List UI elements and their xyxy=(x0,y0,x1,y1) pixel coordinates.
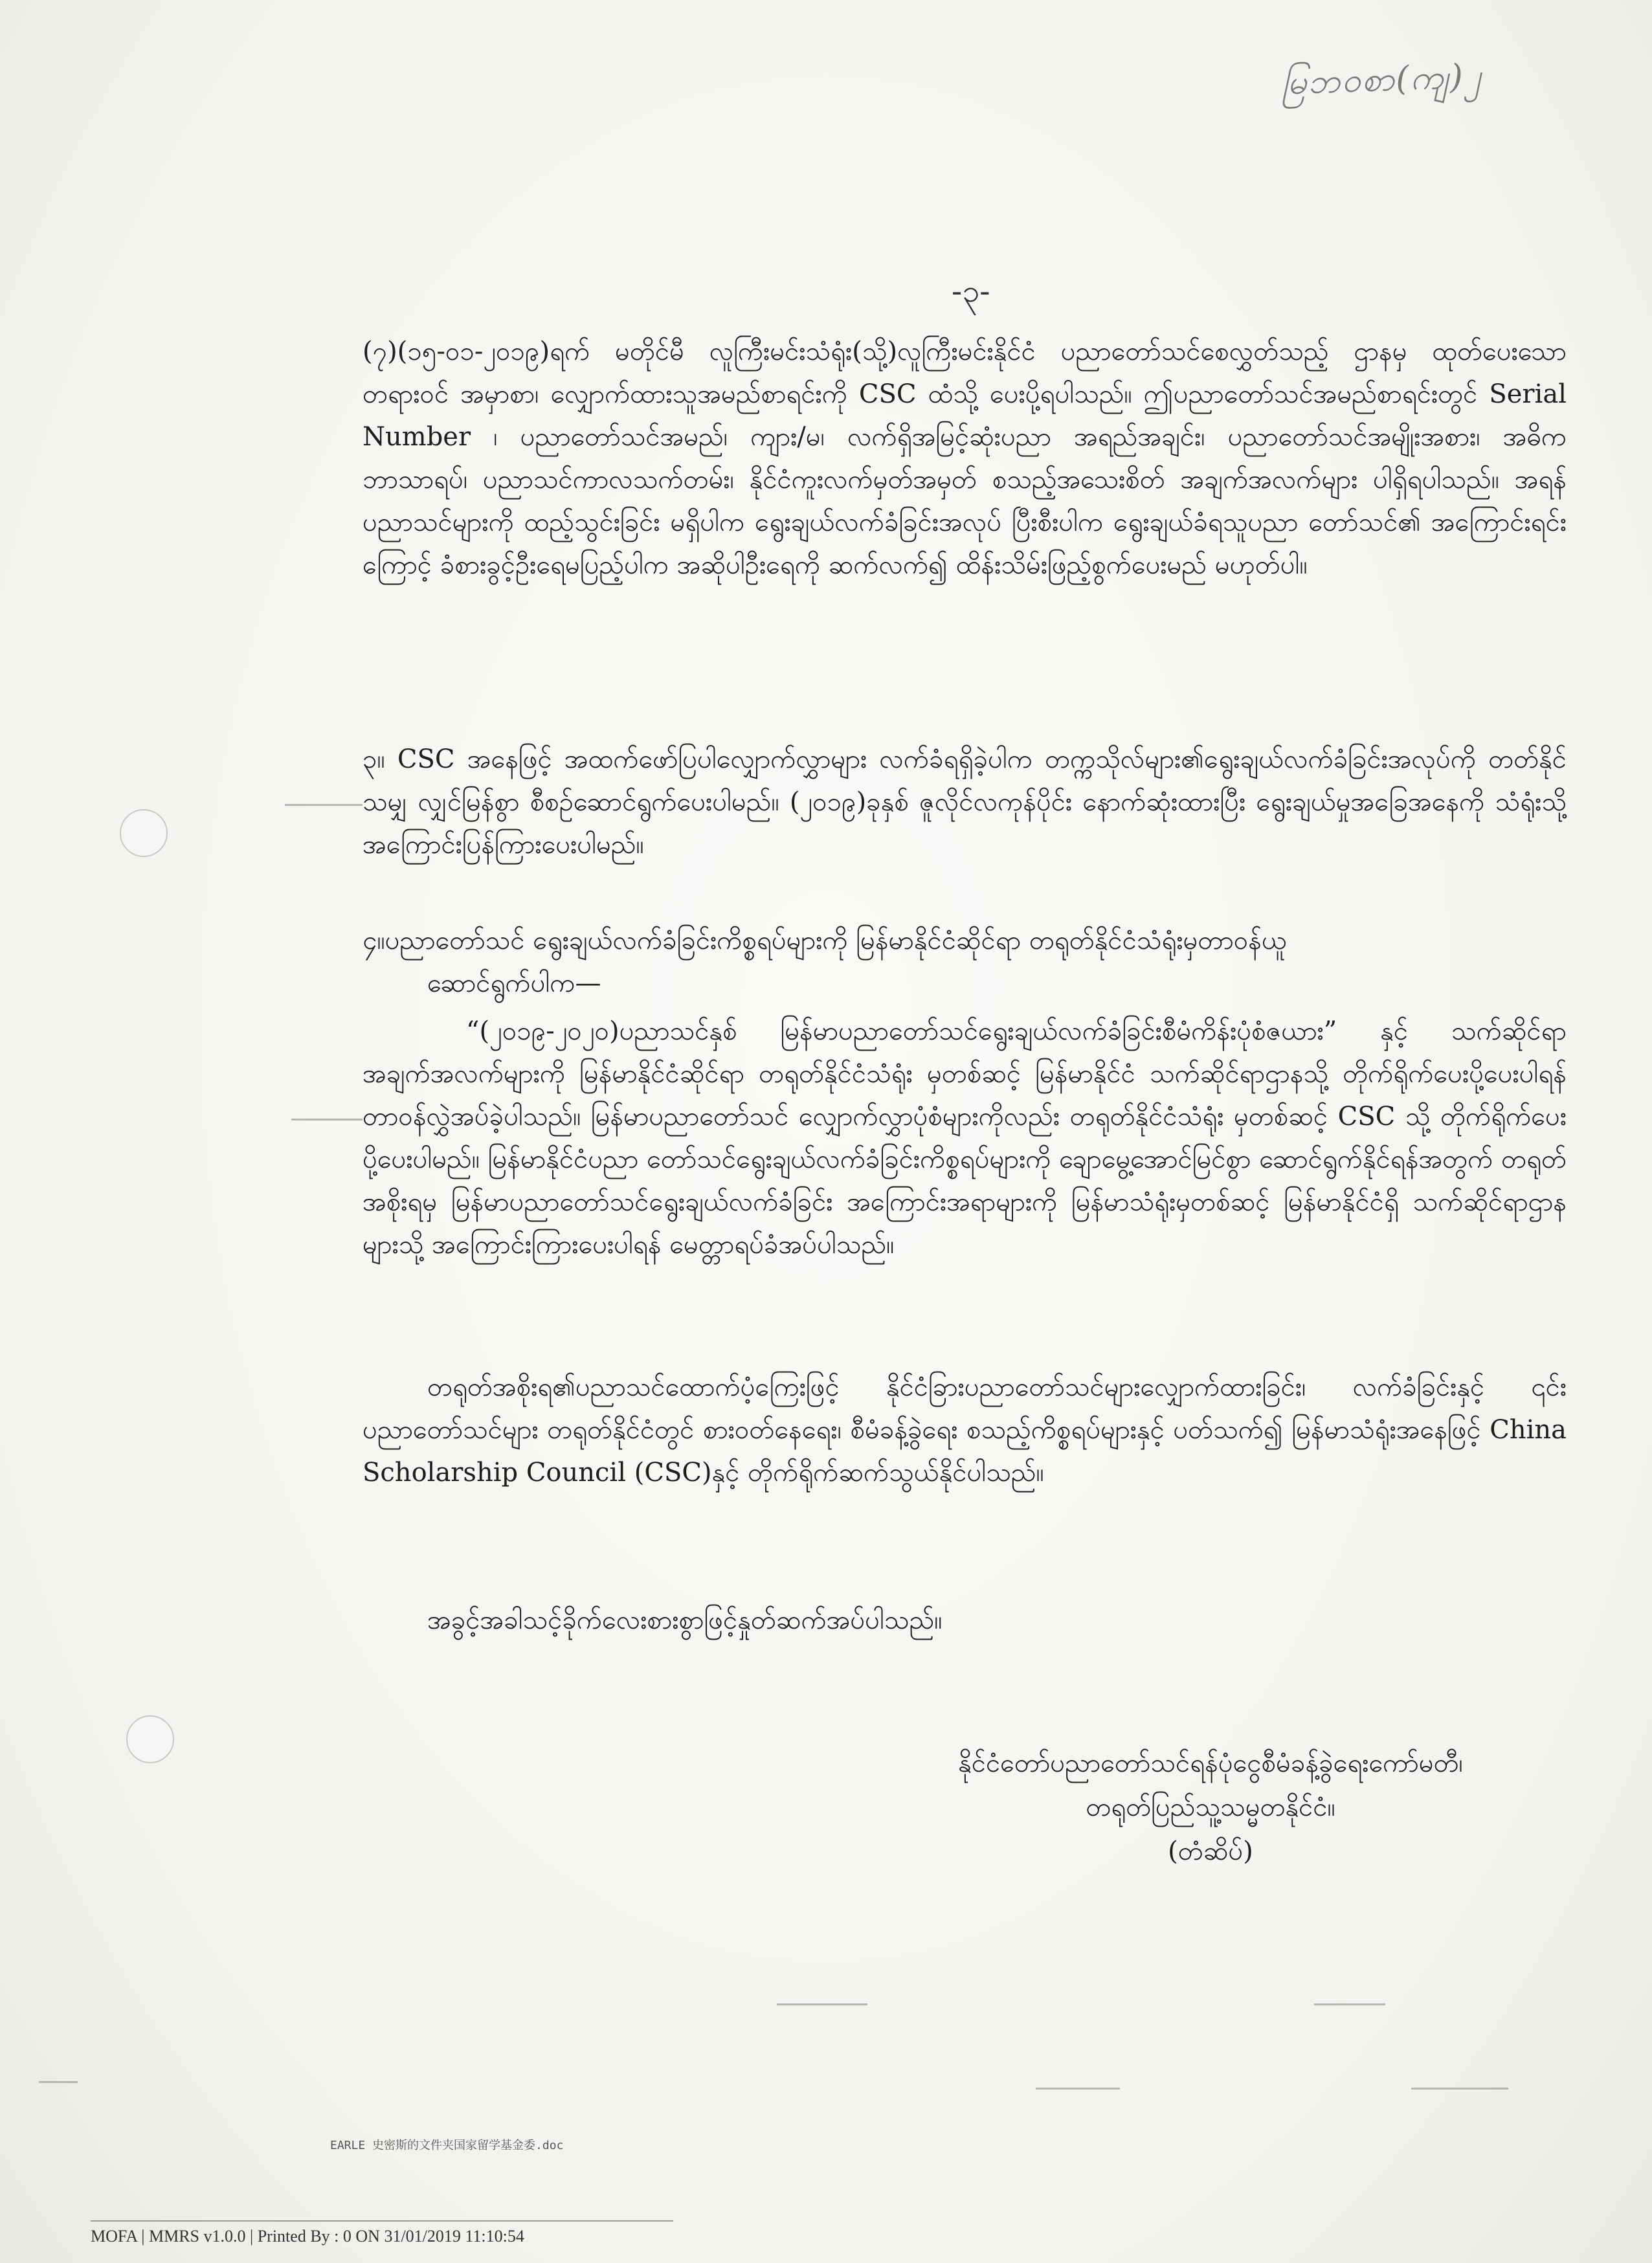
scan-artifact-line xyxy=(777,2003,867,2005)
paragraph-3-continuation: ဆောင်ရွက်ပါက— xyxy=(427,968,601,998)
paragraph-1: (၇)(၁၅-၀၁-၂၀၁၉)ရက် မတိုင်မီ လူကြီးမင်းသံရုံး(သို့)လူကြီးမင်းနိုင်ငံ ပညာတော်သင်စေလွှတ်သည့် ဌာနမှ ထုတ်ပေးသော တရားဝင် အမှာစာ၊ လျှောက်ထားသူအမည်စာရင်းကို CSC ထံသို့ ပေးပို့ရပါသည်။ ဤပညာတော်သင်အမည်စာရင်းတွင် Serial Number ၊ ပညာတော်သင်အမည်၊ ကျား/မ၊ လက်ရှိအမြင့်ဆုံးပညာ အရည်အချင်း၊ ပညာတော်သင်အမျိုးအစား၊ အဓိကဘာသာရပ်၊ ပညာသင်ကာလသက်တမ်း၊ နိုင်ငံကူးလက်မှတ်အမှတ် စသည့်အသေးစိတ် အချက်အလက်များ ပါရှိရပါသည်။ အရန်ပညာသင်များကို ထည့်သွင်းခြင်း မရှိပါက ရွေးချယ်လက်ခံခြင်းအလုပ် ပြီးစီးပါက ရွေးချယ်ခံရသူပညာ တော်သင်၏ အကြောင်းရင်းကြောင့် ခံစားခွင့်ဦးရေမပြည့်ပါက အဆိုပါဦးရေကို ဆက်လက်၍ ထိန်းသိမ်းဖြည့်စွက်ပေးမည် မဟုတ်ပါ။ xyxy=(363,337,1567,580)
paragraph-3-body: “(၂၀၁၉-၂၀၂၀)ပညာသင်နှစ် မြန်မာပညာတော်သင်ရွေးချယ်လက်ခံခြင်းစီမံကိန်းပုံစံဇယား” နှင့် သက်ဆိုင်ရာအချက်အလက်များကို မြန်မာနိုင်ငံဆိုင်ရာ တရုတ်နိုင်ငံသံရုံး မှတစ်ဆင့် မြန်မာနိုင်ငံ သက်ဆိုင်ရာဌာနသို့ တိုက်ရိုက်ပေးပို့ပေးပါရန် တာဝန်လွှဲအပ်ခဲ့ပါသည်။ မြန်မာပညာတော်သင် လျှောက်လွှာပုံစံများကိုလည်း တရုတ်နိုင်ငံသံရုံး မှတစ်ဆင့် CSC သို့ တိုက်ရိုက်ပေးပို့ပေးပါမည်။ မြန်မာနိုင်ငံပညာ တော်သင်ရွေးချယ်လက်ခံခြင်းကိစ္စရပ်များကို ချောမွေ့အောင်မြင်စွာ ဆောင်ရွက်နိုင်ရန်အတွက် တရုတ်အစိုးရမှ မြန်မာပညာတော်သင်ရွေးချယ်လက်ခံခြင်း အကြောင်းအရာများကို မြန်မာသံရုံးမှတစ်ဆင့် မြန်မာနိုင်ငံရှိ သက်ဆိုင်ရာဌာနများသို့ အကြောင်းကြားပေးပါရန် မေတ္တာရပ်ခံအပ်ပါသည်။ xyxy=(363,1016,1567,1260)
scan-artifact-line xyxy=(1314,2003,1385,2005)
signature-block xyxy=(919,1741,1502,1873)
paragraph-3-heading: ၄။ပညာတော်သင် ရွေးချယ်လက်ခံခြင်းကိစ္စရပ်များကို မြန်မာနိုင်ငံဆိုင်ရာ တရုတ်နိုင်ငံသံရုံးမှတာဝန်ယူ xyxy=(363,926,1287,955)
handwritten-stamp: မြဘဝစာ(ကျ)၂ xyxy=(1280,56,1483,103)
paragraph-3 xyxy=(363,919,1567,1266)
page-number: -၃- xyxy=(952,273,990,309)
punch-hole-icon xyxy=(120,809,168,857)
footer-file-name: EARLE 史密斯的文件夹国家留学基金委.doc xyxy=(330,2139,564,2152)
footer-divider xyxy=(91,2220,673,2222)
scan-artifact-line xyxy=(285,804,363,806)
signature-seal-label: (တံဆိပ်) xyxy=(1168,1836,1253,1866)
punch-hole-icon xyxy=(126,1715,174,1763)
scan-artifact-line xyxy=(39,2081,78,2083)
closing-line: အခွင့်အခါသင့်ခိုက်လေးစားစွာဖြင့်နှုတ်ဆက်အပ်ပါသည်။ xyxy=(427,1605,943,1635)
scan-artifact-line xyxy=(1036,2088,1120,2090)
signature-line-1: နိုင်ငံတော်ပညာတော်သင်ရန်ပုံငွေစီမံခန့်ခွဲရေးကော်မတီ၊ xyxy=(958,1748,1463,1778)
scan-artifact-line xyxy=(291,1119,363,1120)
footer-print-info: MOFA | MMRS v1.0.0 | Printed By : 0 ON 31/01/2019 11:10:54 xyxy=(91,2227,524,2246)
scan-artifact-line xyxy=(1411,2088,1508,2090)
paragraph-2: ၃။ CSC အနေဖြင့် အထက်ဖော်ပြပါလျှောက်လွှာများ လက်ခံရရှိခဲ့ပါက တက္ကသိုလ်များ၏ရွေးချယ်လက်ခံခြင်းအလုပ်ကို တတ်နိုင်သမျှ လျှင်မြန်စွာ စီစဉ်ဆောင်ရွက်ပေးပါမည်။ (၂၀၁၉)ခုနှစ် ဇူလိုင်လကုန်ပိုင်း နောက်ဆုံးထားပြီး ရွေးချယ်မှုအခြေအနေကို သံရုံးသို့ အကြောင်းပြန်ကြားပေးပါမည်။ xyxy=(363,744,1567,860)
paragraph-4: တရုတ်အစိုးရ၏ပညာသင်ထောက်ပံ့ကြေးဖြင့် နိုင်ငံခြားပညာတော်သင်များလျှောက်ထားခြင်း၊ လက်ခံခြင်းနှင့် ၎င်းပညာတော်သင်များ တရုတ်နိုင်ငံတွင် စားဝတ်နေရေး၊ စီမံခန့်ခွဲရေး စသည့်ကိစ္စရပ်များနှင့် ပတ်သက်၍ မြန်မာသံရုံးအနေဖြင့် China Scholarship Council (CSC)နှင့် တိုက်ရိုက်ဆက်သွယ်နိုင်ပါသည်။ xyxy=(363,1372,1567,1488)
signature-line-2: တရုတ်ပြည်သူ့သမ္မတနိုင်ငံ။ xyxy=(1086,1792,1335,1822)
